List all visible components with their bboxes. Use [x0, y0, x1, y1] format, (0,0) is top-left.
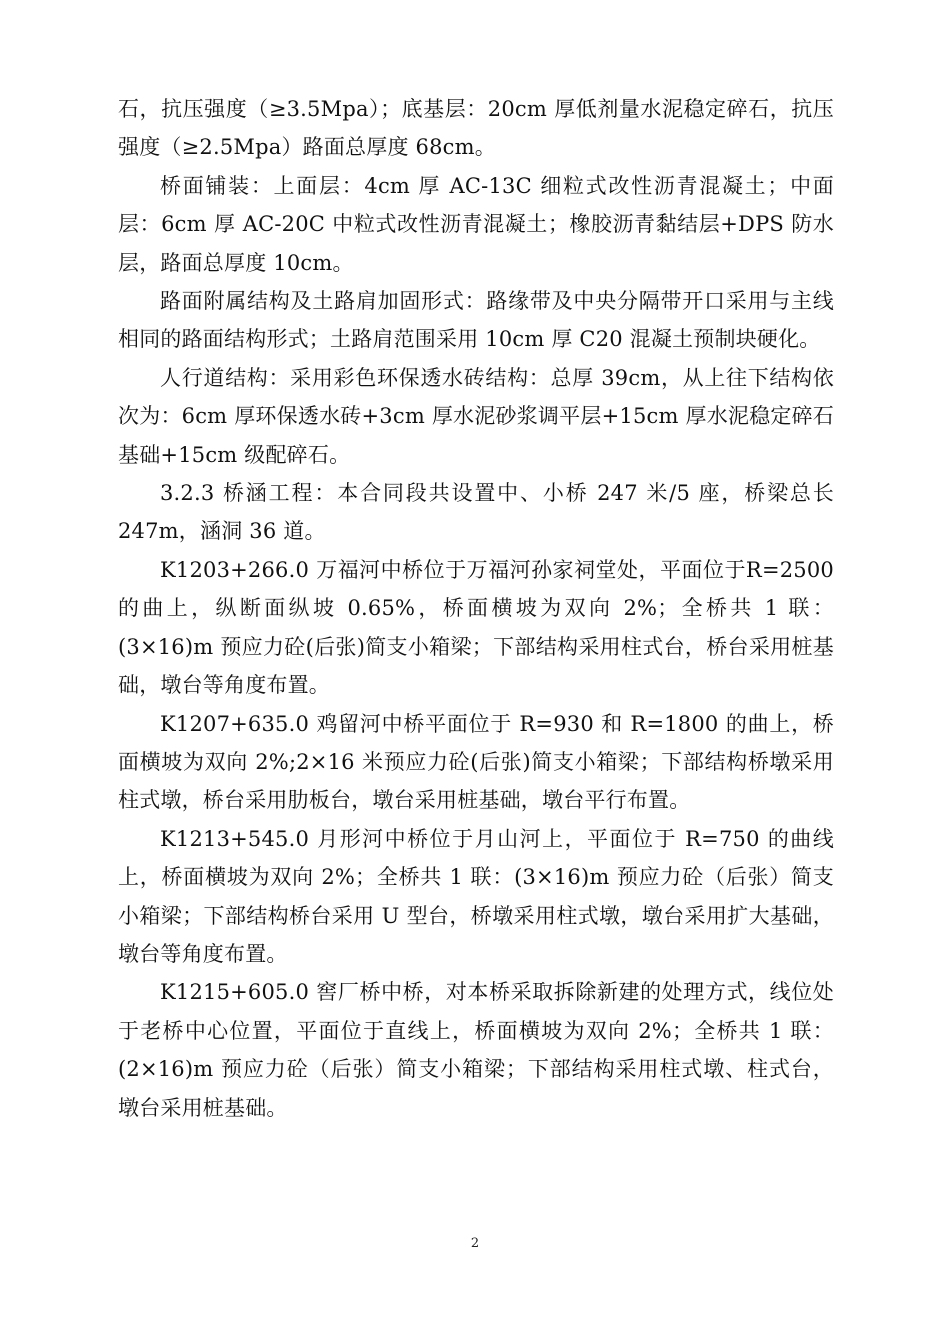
paragraph-pavement-accessories: 路面附属结构及土路肩加固形式：路缘带及中央分隔带开口采用与主线相同的路面结构形式；土路肩范围采用 10cm 厚 C20 混凝土预制块硬化。: [118, 289, 834, 352]
page-number: 2: [470, 1236, 480, 1251]
paragraph-yuexing-river-bridge: K1213+545.0 月形河中桥位于月山河上，平面位于 R=750 的曲线上，桥面横坡为双向 2%；全桥共 1 联：(3×16)m 预应力砼（后张）简支小箱梁；下部结构桥台采用 U 型台，桥墩采用柱式墩，墩台采用扩大基础，墩台等角度布置。: [118, 826, 834, 966]
paragraph-subbase-continuation: 石，抗压强度（≥3.5Mpa）；底基层：20cm 厚低剂量水泥稳定碎石，抗压强度（≥2.5Mpa）路面总厚度 68cm。: [118, 97, 834, 160]
paragraph-sidewalk-structure: 人行道结构：采用彩色环保透水砖结构：总厚 39cm，从上往下结构依次为：6cm 厚环保透水砖+3cm 厚水泥砂浆调平层+15cm 厚水泥稳定碎石基础+15cm 级配碎石。: [118, 365, 834, 467]
paragraph-bridge-deck-paving: 桥面铺装：上面层：4cm 厚 AC-13C 细粒式改性沥青混凝土；中面层：6cm 厚 AC-20C 中粒式改性沥青混凝土；橡胶沥青黏结层+DPS 防水层，路面总厚度 10cm。: [118, 173, 834, 275]
paragraph-jiliu-river-bridge: K1207+635.0 鸡留河中桥平面位于 R=930 和 R=1800 的曲上，桥面横坡为双向 2%;2×16 米预应力砼(后张)简支小箱梁；下部结构桥墩采用柱式墩，桥台采用肋板台，墩台采用桩基础，墩台平行布置。: [118, 711, 834, 813]
document-body: [118, 90, 834, 1127]
paragraph-wanfu-river-bridge: K1203+266.0 万福河中桥位于万福河孙家祠堂处，平面位于R=2500的曲上，纵断面纵坡 0.65%，桥面横坡为双向 2%；全桥共 1 联：(3×16)m 预应力砼(后张)简支小箱梁；下部结构采用柱式台，桥台采用桩基础，墩台等角度布置。: [118, 557, 834, 698]
paragraph-bridges-culverts: 3.2.3 桥涵工程：本合同段共设置中、小桥 247 米/5 座，桥梁总长 247m，涵洞 36 道。: [118, 481, 834, 544]
paragraph-yaochang-bridge: K1215+605.0 窖厂桥中桥，对本桥采取拆除新建的处理方式，线位处于老桥中心位置，平面位于直线上，桥面横坡为双向 2%；全桥共 1 联：(2×16)m 预应力砼（后张）简支小箱梁；下部结构采用柱式墩、柱式台，墩台采用桩基础。: [118, 980, 834, 1120]
